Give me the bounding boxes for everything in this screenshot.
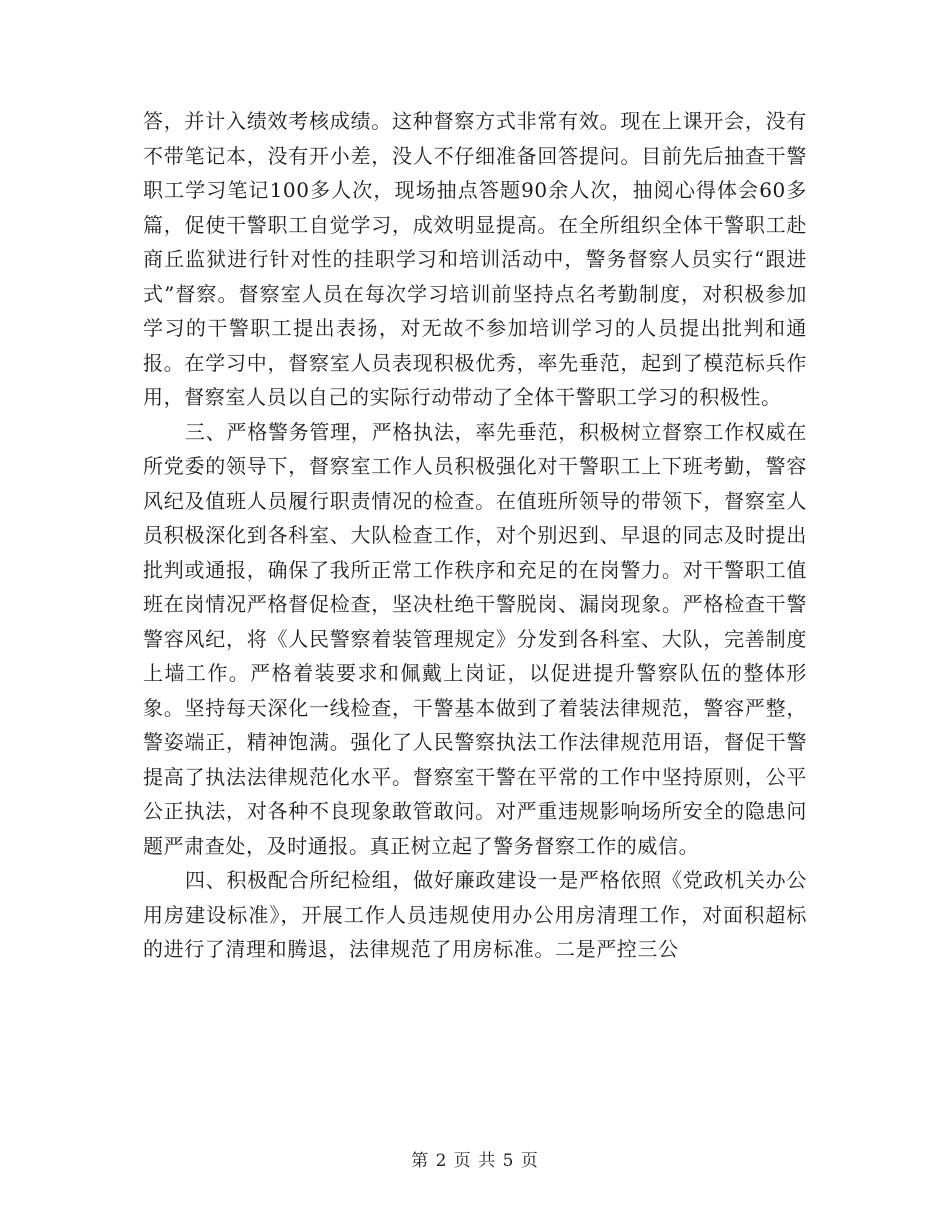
paragraph-continued: 答，并计入绩效考核成绩。这种督察方式非常有效。现在上课开会，没有不带笔记本，没有开小差，没人不仔细准备回答提问。目前先后抽查干警职工学习笔记100多人次，现场抽点答题90余人次，抽阅心得体会60多篇，促使干警职工自觉学习，成效明显提高。在全所组织全体干警职工赴商丘监狱进行针对性的挂职学习和培训活动中，警务督察人员实行“跟进式”督察。督察室人员在每次学习培训前坚持点名考勤制度，对积极参加学习的干警职工提出表扬，对无故不参加培训学习的人员提出批判和通报。在学习中，督察室人员表现积极优秀，率先垂范，起到了模范标兵作用，督察室人员以自己的实际行动带动了全体干警职工学习的积极性。: [143, 109, 807, 409]
page-number: 第 2 页 共 5 页: [411, 1151, 539, 1171]
paragraph-section-three: 三、严格警务管理，严格执法，率先垂范，积极树立督察工作权威在所党委的领导下，督察室工作人员积极强化对干警职工上下班考勤，警容风纪及值班人员履行职责情况的检查。在值班所领导的带领下，督察室人员积极深化到各科室、大队检查工作，对个别迟到、早退的同志及时提出批判或通报，确保了我所正常工作秩序和充足的在岗警力。对干警职工值班在岗情况严格督促检查，坚决杜绝干警脱岗、漏岗现象。严格检查干警警容风纪，将《人民警察着装管理规定》分发到各科室、大队，完善制度上墙工作。严格着装要求和佩戴上岗证，以促进提升警察队伍的整体形象。坚持每天深化一线检查，干警基本做到了着装法律规范，警容严整，警姿端正，精神饱满。强化了人民警察执法工作法律规范用语，督促干警提高了执法法律规范化水平。督察室干警在平常的工作中坚持原则，公平公正执法，对各种不良现象敢管敢问。对严重违规影响场所安全的隐患问题严肃查处，及时通报。真正树立起了警务督察工作的威信。: [143, 419, 807, 858]
page-footer: [0, 1146, 950, 1171]
paragraph-section-four: 四、积极配合所纪检组，做好廉政建设一是严格依照《党政机关办公用房建设标准》，开展工作人员违规使用办公用房清理工作，对面积超标的进行了清理和腾退，法律规范了用房标准。二是严控三公: [143, 868, 807, 961]
document-body: [143, 104, 807, 967]
